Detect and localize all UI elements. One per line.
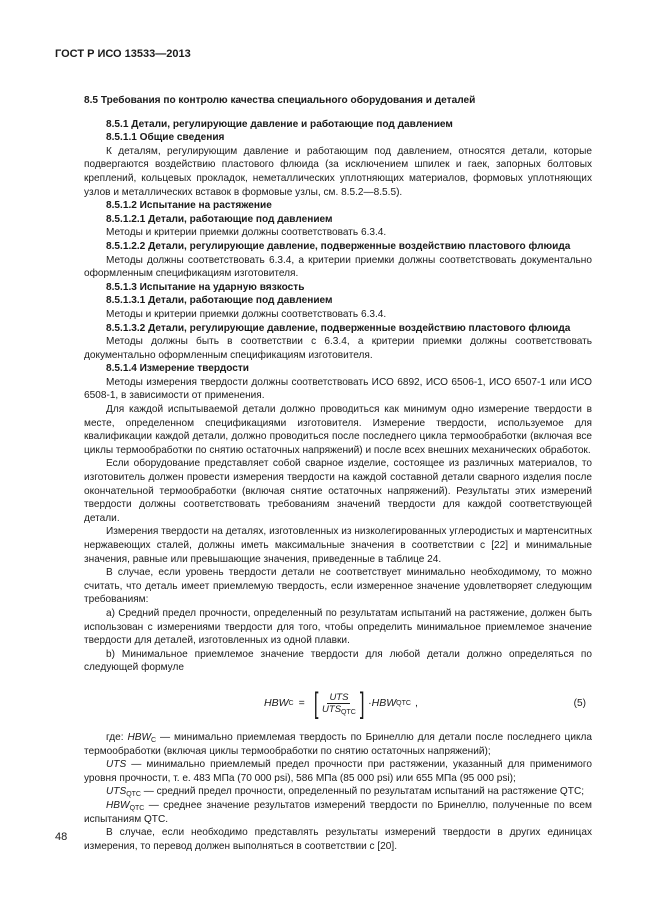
paragraph-impact-pressure: Методы и критерии приемки должны соответствовать 6.3.4. — [106, 308, 387, 320]
paragraph-hardness-methods: Методы измерения твердости должны соответствовать ИСО 6892, ИСО 6506-1, ИСО 6507-1 или ИСО 6508-1, в зависимости от применения. — [84, 376, 592, 402]
list-item-a: а) Средний предел прочности, определенный по результатам испытаний на растяжение, должен быть использован с измерениями твердости для того, чтобы определить минимальное приемлемое значение твердости для деталей, изготовленных из одной плавки. — [84, 607, 592, 647]
where-hbwc: где: $HBW_C$ — минимально приемлемая твердость по Бринеллю для детали после последнего цикла термообработки (включая циклы термообработки по снятию остаточных напряжений); — [84, 731, 593, 757]
section-heading-8-5: 8.5 Требования по контролю качества специального оборудования и деталей — [84, 95, 476, 106]
paragraph-hardness-acceptable: В случае, если уровень твердости детали не соответствует минимально необходимому, то можно считать, что деталь имеет приемлемую твердость, если измеренное значение удовлетворяет следующим требованиям: — [84, 567, 592, 606]
formula-fraction — [320, 692, 358, 715]
where-utsqtc: $UTS_{QTC}$ — средний предел прочности, определенный по результатам испытаний на растяжение QTC; — [106, 786, 585, 799]
paragraph-hardness-each-part: Для каждой испытываемой детали должно проводиться как минимум одно измерение твердости в месте, определенном спецификациями изготовителя. Измерение твердости, используемое для квалификации каждой детали, должно проводиться после последнего цикла термообработки (включая все циклы термообработки по снятию остаточных напряжений) и после всех внешних механических обработок. — [84, 404, 592, 456]
formula-number: (5) — [573, 697, 586, 709]
formula-expression: HBW C = [ $\frac{\text{UTS}}{UTS_{QTC}}$ ] · HBW QTC , — [264, 686, 418, 720]
formula-comma: , — [414, 697, 418, 710]
document-header: ГОСТ Р ИСО 13533—2013 — [55, 48, 191, 60]
section-heading-8-5-1-2: 8.5.1.2 Испытание на растяжение — [106, 200, 272, 212]
paragraph-tensile-pressure: Методы и критерии приемки должны соответствовать 6.3.4. — [106, 227, 387, 239]
paragraph-conversion: В случае, если необходимо представлять результаты измерений твердости в других единицах измерения, то перевод должен выполняться в соответствии с [20]. — [84, 827, 592, 852]
paragraph-impact-fluid: Методы должны быть в соответствии с 6.3.4, а критерии приемки должны соответствовать документально оформленным спецификациям изготовителя. — [84, 336, 592, 361]
section-heading-8-5-1-2-2: 8.5.1.2.2 Детали, регулирующие давление, подверженные воздействию пластового флюида — [106, 240, 571, 252]
paragraph-hardness-weld: Если оборудование представляет собой сварное изделие, состоящее из различных материалов, то изготовитель должен провести измерения твердости на каждой составной детали сварного изделия после окончательной термообработки (включая снятие остаточных напряжений). Результаты этих измерений твердости должны соответствовать требованиям значений твердости для каждой соответствующей детали. — [84, 458, 592, 524]
where-hbwqtc: $HBW_{QTC}$ — среднее значение результатов измерений твердости по Бринеллю, полученные по всем испытаниям QTC. — [84, 799, 592, 825]
formula-dot: · — [368, 697, 372, 710]
paragraph-general: К деталям, регулирующим давление и работающим под давлением, относятся детали, которые подвергаются воздействию пластового флюида (за исключением шпилек и гаек, запорных болтовых креплений, кольцевых прокладок, неметаллических уплотняющих материалов, формовых уплотняющих узлов и металлических вставок в формовые узлы, см. 8.5.2—8.5.5). — [84, 145, 592, 198]
section-heading-8-5-1-3: 8.5.1.3 Испытание на ударную вязкость — [106, 281, 305, 293]
formula-5 — [84, 685, 592, 723]
formula-numerator: UTS — [329, 692, 349, 704]
document-body — [84, 94, 592, 853]
section-heading-8-5-1-3-1: 8.5.1.3.1 Детали, работающие под давлением — [106, 295, 333, 307]
formula-equals: = — [298, 697, 305, 710]
paragraph-hardness-steels: Измерения твердости на деталях, изготовленных из низколегированных углеродистых и мартенситных нержавеющих сталей, должны иметь максимальные значения в соответствии с [22] и минимальные значения, равные или превышающие значения, приведенные в таблице 24. — [84, 526, 592, 565]
formula-lhs: HBW — [264, 697, 289, 710]
formula-rhs: HBW — [371, 697, 397, 710]
formula-denominator: $UTS_{QTC}$ — [322, 704, 356, 717]
section-heading-8-5-1-4: 8.5.1.4 Измерение твердости — [106, 363, 250, 375]
where-uts: UTS — минимально приемлемый предел прочности при растяжении, указанный для применимого уровня прочности, т. е. 483 МПа (70 000 psi), 586 МПа (85 000 psi) или 655 МПа (95 000 psi); — [84, 759, 592, 784]
section-heading-8-5-1-3-2: 8.5.1.3.2 Детали, регулирующие давление, подверженные воздействию пластового флюида — [106, 322, 571, 334]
list-item-b: b) Минимальное приемлемое значение твердости для любой детали должно определяться по следующей формуле — [84, 648, 592, 674]
formula-bracket: [ $\frac{\text{UTS}}{UTS_{QTC}}$ ] — [313, 686, 365, 720]
page-number: 48 — [55, 831, 68, 843]
section-heading-8-5-1-1: 8.5.1.1 Общие сведения — [106, 132, 225, 144]
section-heading-8-5-1-2-1: 8.5.1.2.1 Детали, работающие под давлением — [106, 213, 333, 225]
paragraph-tensile-fluid: Методы должны соответствовать 6.3.4, а критерии приемки должны соответствовать документально оформленным спецификациям изготовителя. — [84, 254, 592, 280]
section-heading-8-5-1: 8.5.1 Детали, регулирующие давление и работающие под давлением — [106, 118, 453, 130]
